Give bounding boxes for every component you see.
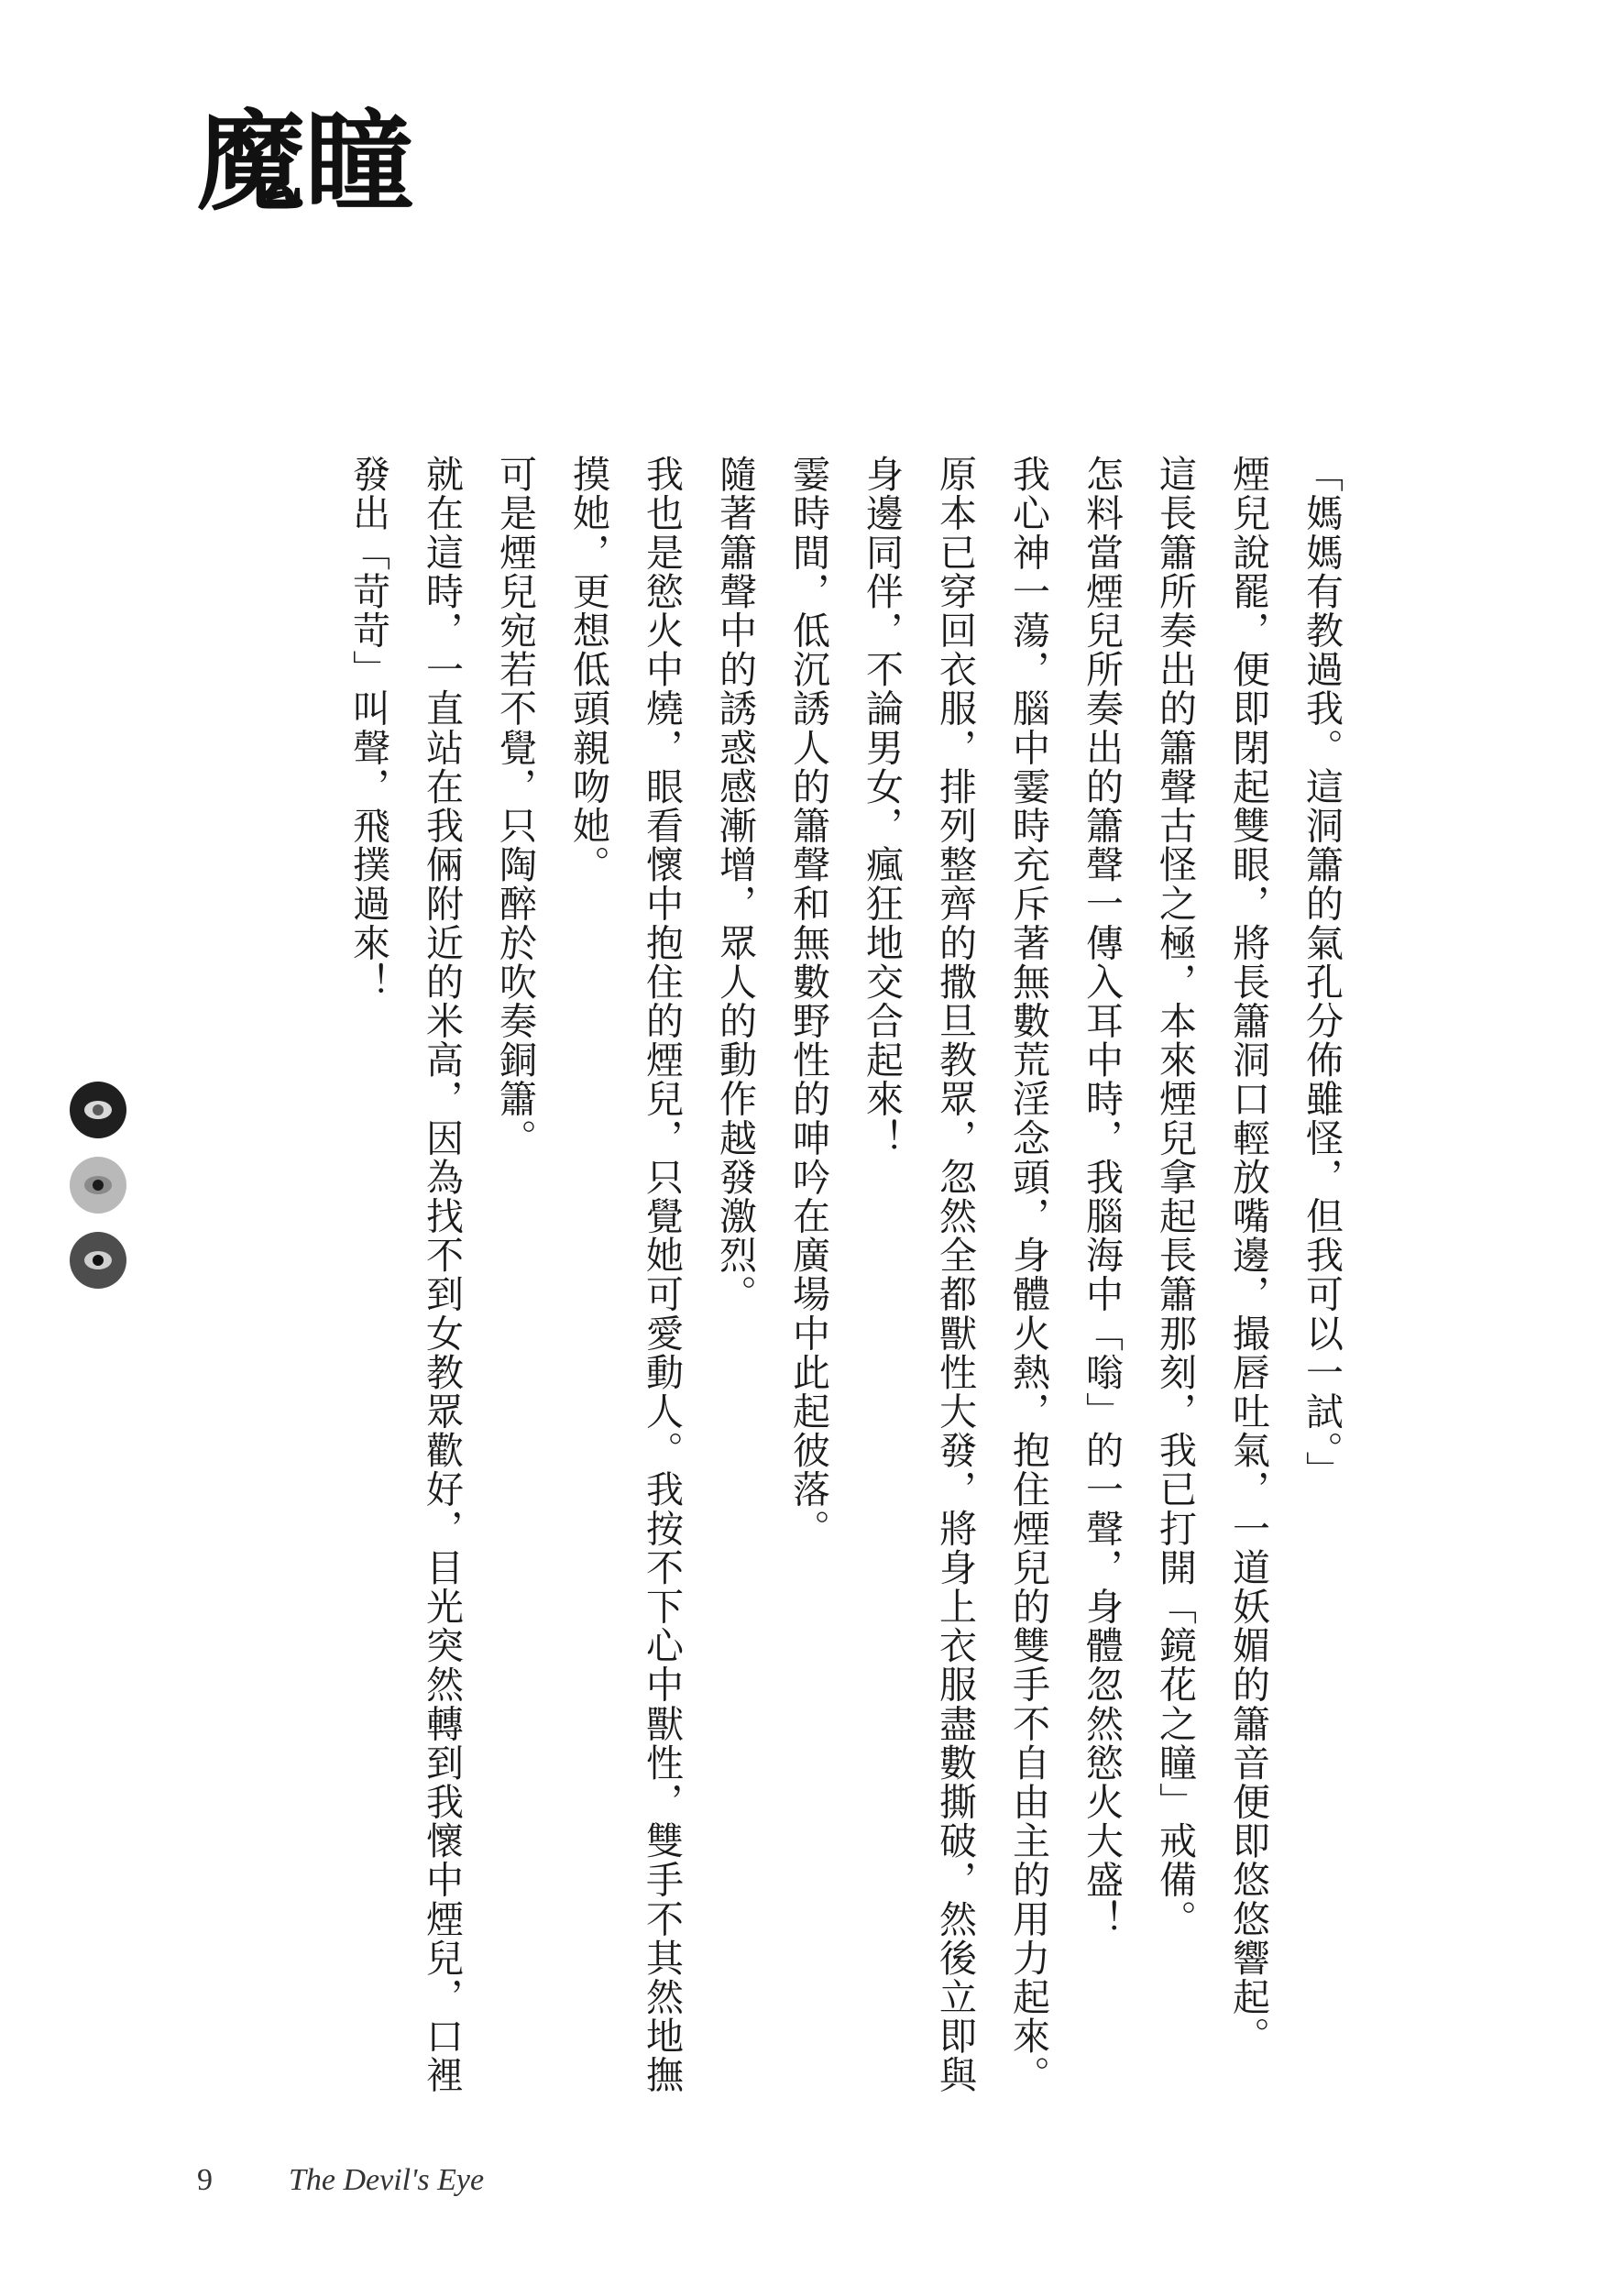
book-title-calligraphy (197, 92, 463, 229)
paragraph: 怎料當煙兒所奏出的簫聲一傳入耳中時，我腦海中「嗡」的一聲，身體忽然慾火大盛！ (1080, 455, 1124, 1939)
paragraph: 煙兒說罷，便即閉起雙眼，將長簫洞口輕放嘴邊，撮唇吐氣，一道妖媚的簫音便即悠悠響起。 (1226, 455, 1270, 2056)
paragraph: 我心神一蕩，腦中霎時充斥著無數荒淫念頭，身體火熱，抱住煙兒的雙手不自由主的用力起來。 (1006, 455, 1050, 2095)
eye-icon-light (70, 1157, 126, 1214)
book-title-logo (197, 92, 463, 229)
paragraph: 霎時間，低沉誘人的簫聲和無數野性的呻吟在廣場中此起彼落。 (786, 455, 830, 1548)
running-title: The Devil's Eye (289, 2163, 485, 2197)
page-footer (197, 2163, 484, 2198)
page-number: 9 (197, 2163, 213, 2197)
paragraph: 就在這時，一直站在我倆附近的米高，因為找不到女教眾歡好，目光突然轉到我懷中煙兒，口裡發出「苛苛」叫聲，飛撲過來！ (346, 455, 464, 2095)
eye-icon-mid (70, 1232, 126, 1289)
paragraph: 隨著簫聲中的誘惑感漸增，眾人的動作越發激烈。 (713, 455, 757, 1314)
vertical-text-body (332, 383, 1358, 2115)
eye-pupil (93, 1255, 104, 1266)
paragraph: 可是煙兒宛若不覺，只陶醉於吹奏銅簫。 (493, 455, 537, 1158)
eye-pupil (93, 1104, 104, 1115)
paragraph: 「媽媽有教過我。這洞簫的氣孔分佈雖怪，但我可以一試。」 (1300, 455, 1344, 1490)
paragraph: 這長簫所奏出的簫聲古怪之極，本來煙兒拿起長簫那刻，我已打開「鏡花之瞳」戒備。 (1153, 455, 1197, 1939)
eye-pupil (93, 1180, 104, 1191)
eye-icon-dark (70, 1082, 126, 1138)
paragraph: 我也是慾火中燒，眼看懷中抱住的煙兒，只覺她可愛動人。我按不下心中獸性，雙手不其然地撫摸她，更想低頭親吻她。 (566, 455, 684, 2095)
paragraph: 原本已穿回衣服，排列整齊的撒旦教眾，忽然全都獸性大發，將身上衣服盡數撕破，然後立即與身邊同伴，不論男女，瘋狂地交合起來！ (860, 455, 977, 2095)
book-title-text: 魔瞳 (197, 98, 414, 225)
